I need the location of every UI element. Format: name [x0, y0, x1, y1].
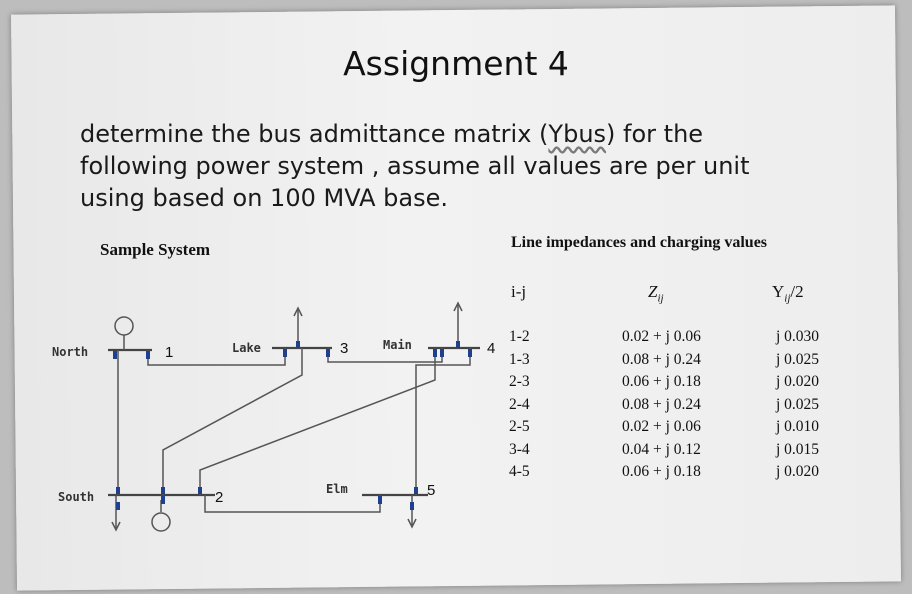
sample-system-label: Sample System: [100, 240, 211, 259]
table-cell-ij: 1-3: [509, 350, 530, 368]
line-4-5: [416, 348, 470, 495]
bus-number-4: 4: [487, 340, 496, 357]
table-cell-y: j 0.025: [776, 395, 820, 413]
table-cell-z: 0.04 + j 0.12: [622, 440, 701, 458]
ybus-term: Ybus: [548, 120, 607, 148]
bus-name-lake: Lake: [232, 341, 261, 355]
table-cell-y: j 0.030: [776, 328, 820, 345]
statement-line-2: following power system , assume all values are per unit: [80, 152, 750, 180]
bus-number-2: 2: [215, 489, 224, 506]
table-cell-y: j 0.015: [776, 440, 820, 458]
bus-number-1: 1: [165, 344, 174, 361]
table-cell-z: 0.06 + j 0.18: [622, 373, 701, 390]
table-cell-ij: 2-5: [509, 418, 530, 435]
table-cell-z: 0.02 + j 0.06: [622, 418, 701, 435]
table-title: Line impedances and charging values: [511, 234, 768, 251]
table-cell-ij: 4-5: [509, 463, 530, 480]
table-cell-y: j 0.025: [776, 350, 820, 368]
table-cell-ij: 2-3: [509, 373, 530, 390]
problem-statement: [80, 118, 860, 214]
column-y: [776, 326, 819, 484]
statement-line-3: using based on 100 MVA base.: [80, 184, 448, 212]
header-z: $Z_{ij}$: [648, 282, 664, 305]
generator-north-icon: [115, 317, 133, 335]
line-2-4: [200, 348, 435, 495]
column-ij: [509, 326, 530, 484]
table-cell-ij: 3-4: [509, 440, 530, 458]
bus-name-south: South: [58, 490, 95, 504]
table-cell-z: 0.06 + j 0.18: [622, 463, 701, 480]
table-cell-ij: 1-2: [509, 328, 530, 345]
table-cell-y: j 0.010: [776, 418, 820, 435]
header-y: $Y_{ij}/2$: [772, 282, 804, 305]
table-cell-z: 0.02 + j 0.06: [622, 328, 701, 345]
table-cell-y: j 0.020: [776, 463, 820, 480]
table-cell-ij: 2-4: [509, 395, 530, 413]
line-2-3: [163, 348, 302, 495]
column-z: [622, 326, 701, 484]
one-line-diagram: [40, 290, 510, 550]
bus-name-elm: Elm: [326, 482, 348, 496]
generator-south-icon: [152, 513, 170, 531]
header-ij: i-j: [511, 282, 527, 301]
statement-line-1: determine the bus admittance matrix (Ybus) for the: [80, 120, 704, 148]
table-cell-z: 0.08 + j 0.24: [622, 395, 701, 413]
bus-name-north: North: [52, 345, 89, 359]
table-cell-y: j 0.020: [776, 373, 820, 390]
line-2-5: [205, 495, 380, 512]
bus-number-5: 5: [427, 482, 436, 499]
bus-number-3: 3: [340, 340, 349, 357]
table-cell-z: 0.08 + j 0.24: [622, 350, 701, 368]
bus-name-main: Main: [383, 338, 412, 352]
page-title: Assignment 4: [343, 44, 569, 83]
